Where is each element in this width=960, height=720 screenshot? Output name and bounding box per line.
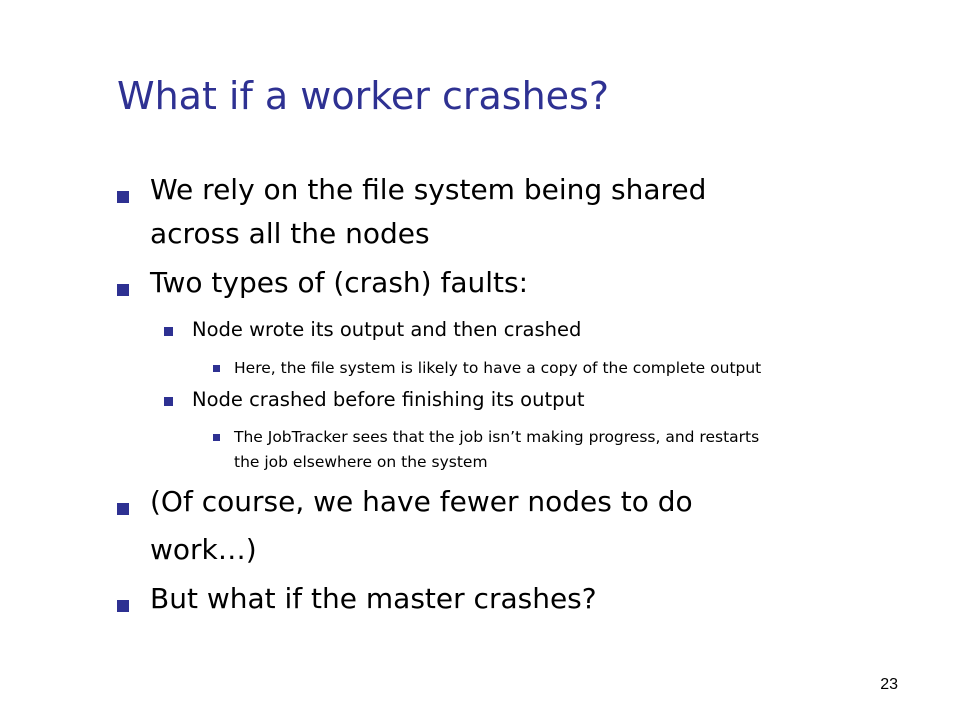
square-bullet-icon xyxy=(164,397,173,406)
sub-bullet-text-line: Node crashed before finishing its output xyxy=(192,388,585,411)
bullet-text-line: Two types of (crash) faults: xyxy=(150,266,529,299)
sub-sub-bullet-text-line: the job elsewhere on the system xyxy=(234,453,488,471)
square-bullet-icon xyxy=(213,365,220,372)
square-bullet-icon xyxy=(117,503,129,515)
sub-sub-bullet-text-line: The JobTracker sees that the job isn’t making progress, and restarts xyxy=(234,428,760,446)
bullet-text-line: (Of course, we have fewer nodes to do xyxy=(150,485,693,518)
sub-bullet-text-line: Node wrote its output and then crashed xyxy=(192,318,582,341)
bullet-text-line: We rely on the file system being shared xyxy=(150,173,707,206)
bullet-text-line: work…) xyxy=(150,533,257,566)
sub-sub-bullet-text-line: Here, the file system is likely to have a copy of the complete output xyxy=(234,359,762,377)
square-bullet-icon xyxy=(213,434,220,441)
square-bullet-icon xyxy=(117,191,129,203)
page-number: 23 xyxy=(880,676,898,693)
square-bullet-icon xyxy=(117,284,129,296)
square-bullet-icon xyxy=(164,327,173,336)
bullet-text-line: across all the nodes xyxy=(150,217,430,250)
bullet-text-line: But what if the master crashes? xyxy=(150,582,597,615)
slide-title: What if a worker crashes? xyxy=(117,74,610,118)
square-bullet-icon xyxy=(117,600,129,612)
